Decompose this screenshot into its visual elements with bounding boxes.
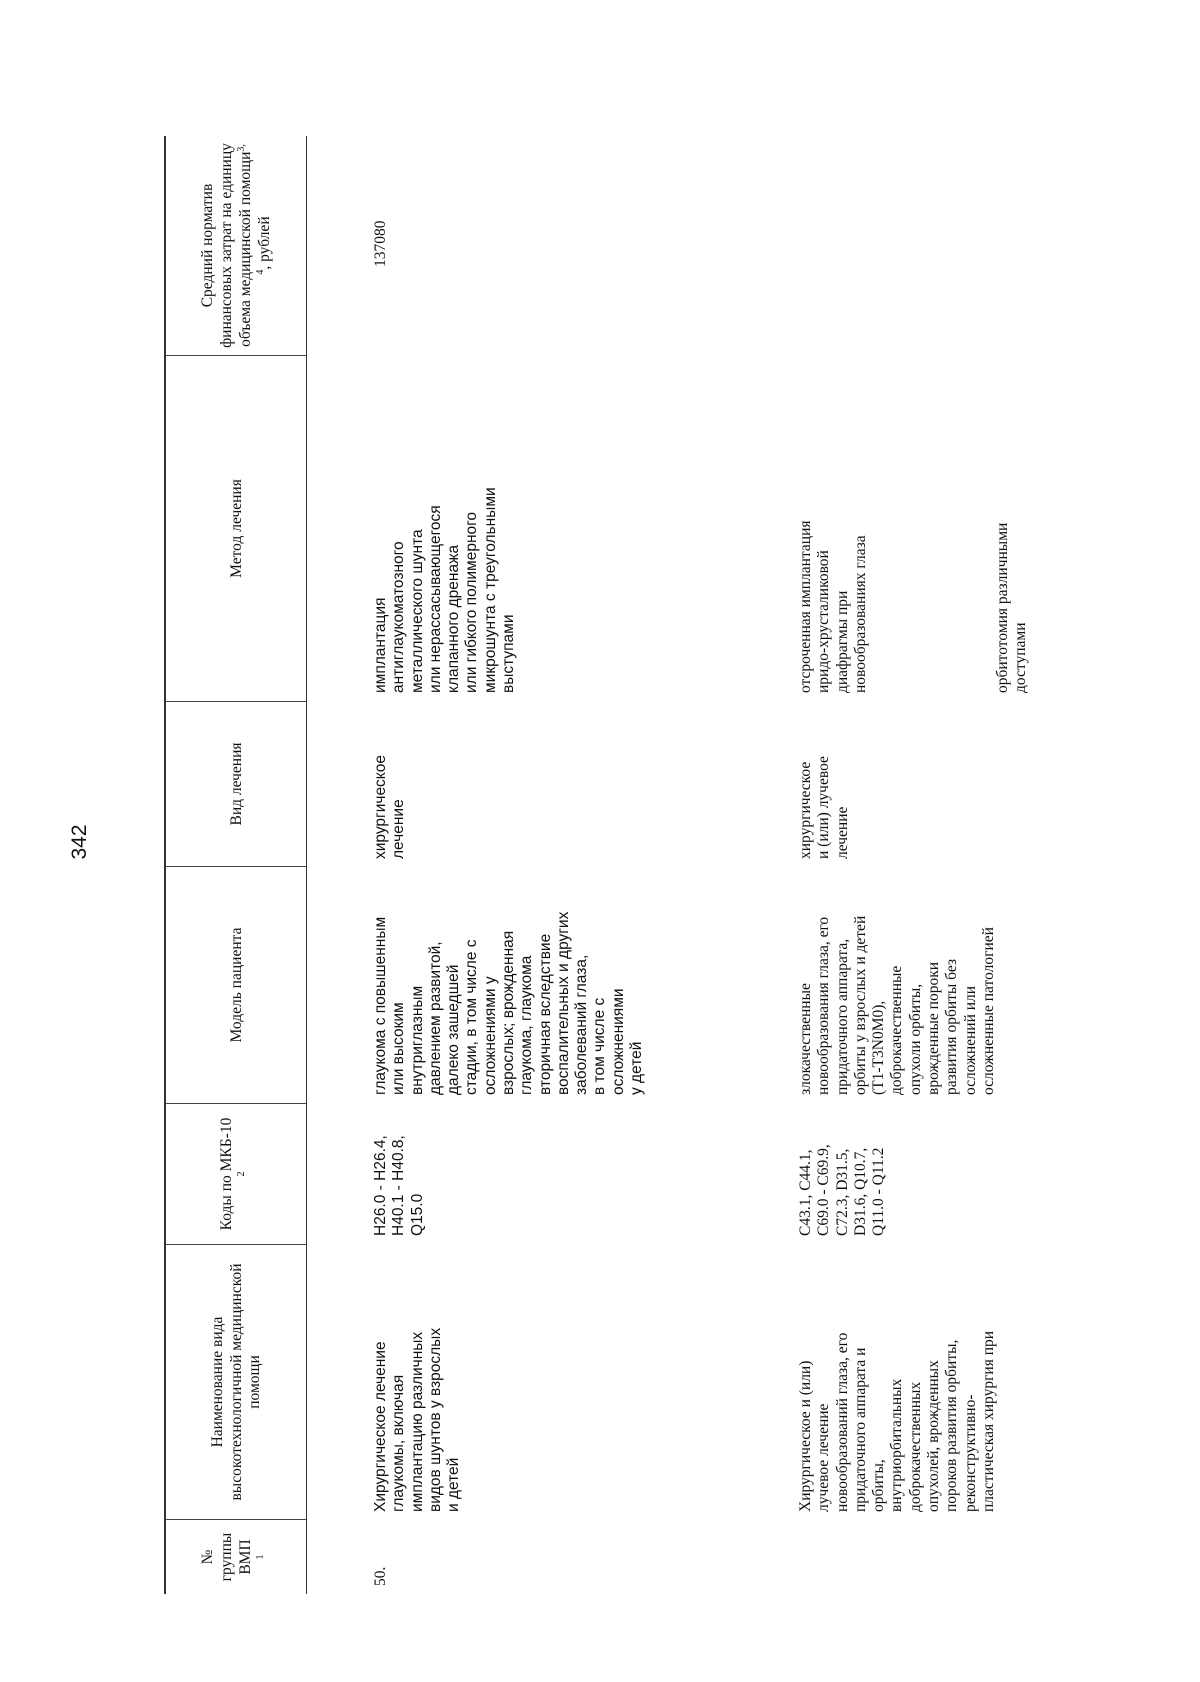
header-treatment-type: Вид лечения	[227, 742, 245, 826]
header-icd-codes: Коды по МКБ-10 $^2$	[218, 1117, 247, 1231]
row2-treatment-method-2: орбитотомия различными доступами	[994, 522, 1030, 693]
row1-vmp-name: Хирургическое лечение глаукомы, включая имплантацию различных видов шунтов у взрослых и детей	[372, 1327, 463, 1512]
page-number: 342	[68, 824, 91, 860]
row1-patient-model: глаукома с повышенным или высоким внутриглазным давлением развитой, далеко зашедшей стадии, в том числе с осложнениями у взрослых; врожденная глаукома, глаукома вторичная вследствие воспалительных и других заболеваний глаза, в том числе с осложнениями у детей	[372, 911, 645, 1095]
header-vmp-name: Наименование вида высокотехнологичной медицинской помощи	[208, 1263, 264, 1501]
header-treatment-method: Метод лечения	[227, 479, 245, 578]
row1-treatment-type: хирургическое лечение	[372, 754, 408, 859]
row2-treatment-method: отсроченная имплантация иридо-хрусталиковой диафрагмы при новообразованиях глаза	[797, 520, 869, 693]
table-header-bottom-border	[306, 136, 307, 1594]
row2-patient-model: злокачественные новообразования глаза, его придаточного аппарата, орбиты у взрослых и детей (T1-T3N0M0), доброкачественные опухоли орбиты, врожденные пороки развития орбиты без осложнений или осложненные патологией	[797, 915, 997, 1095]
row1-group-number: 50.	[372, 1566, 389, 1586]
row2-treatment-type: хирургическое и (или) лучевое лечение	[797, 756, 851, 859]
header-avg-cost: Средний норматив финансовых затрат на единицу объема медицинской помощи$^{3, 4}$, рублей	[199, 143, 273, 348]
row1-treatment-method: имплантация антиглаукоматозного металлического шунта или нерассасывающегося клапанного дренажа или гибкого полимерного микрошунта с треугольными выступами	[372, 487, 517, 693]
row1-avg-cost: 137080	[372, 220, 389, 267]
row2-icd-codes: C43.1, C44.1, C69.0 - C69.9, C72.3, D31.5, D31.6, Q10.7, Q11.0 - Q11.2	[797, 1144, 888, 1236]
row2-vmp-name: Хирургическое и (или) лучевое лечение новообразований глаза, его придаточного аппарата и орбиты, внутриорбитальных доброкачественных опухолей, врожденных пороков развития орбиты, реконструктивно- пластическая хирургия при	[797, 1330, 997, 1512]
row1-icd-codes: H26.0 - H26.4, H40.1 - H40.8, Q15.0	[372, 1135, 426, 1236]
header-patient-model: Модель пациента	[227, 927, 245, 1043]
header-group-number: № группы ВМП $^1$	[199, 1532, 266, 1582]
